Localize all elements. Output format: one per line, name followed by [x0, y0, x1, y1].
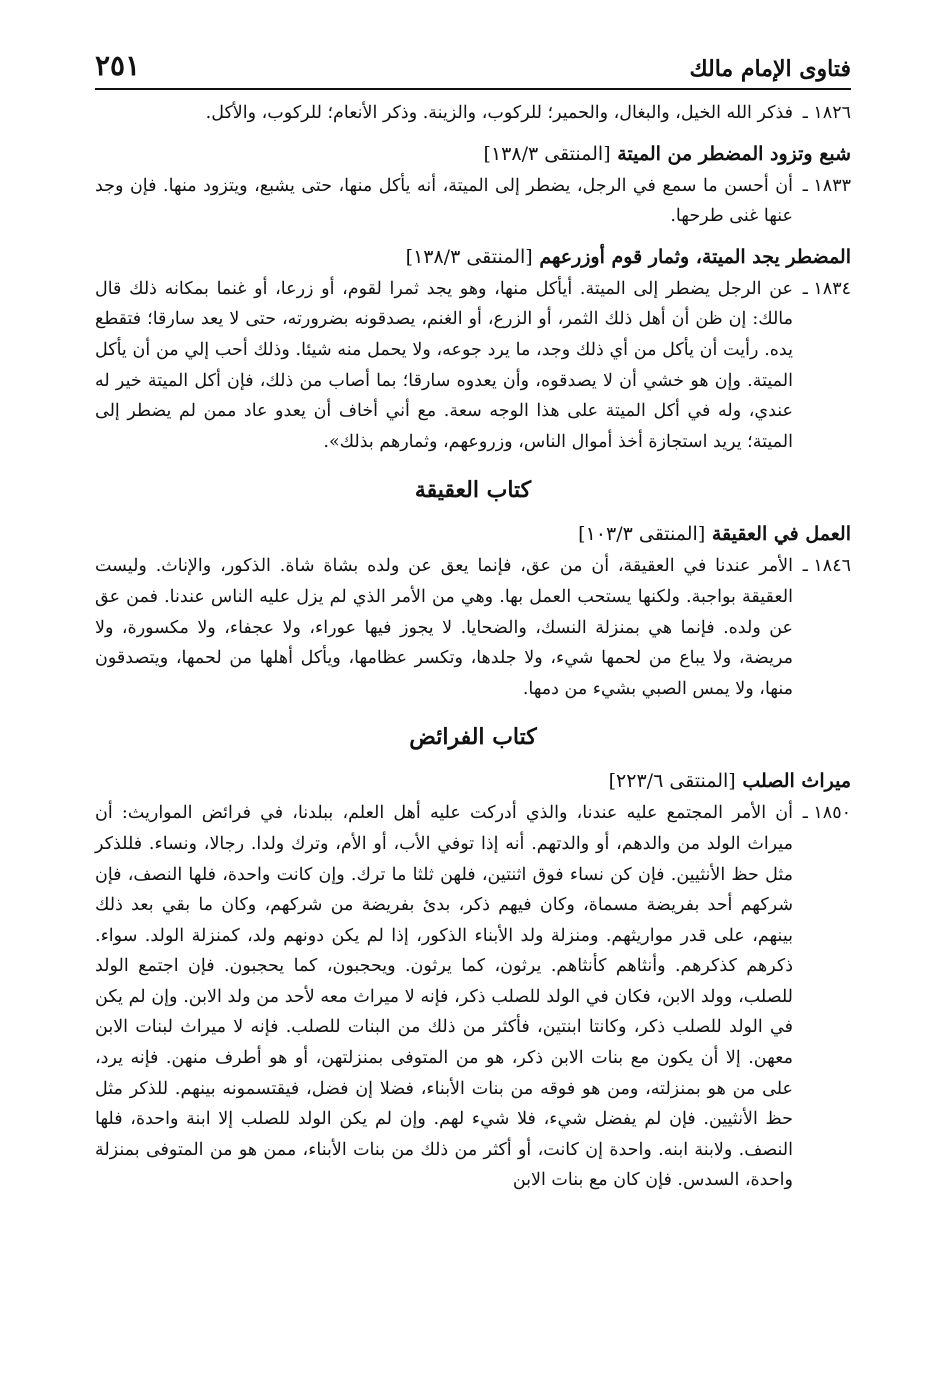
heading-title: شبع وتزود المضطر من الميتة	[617, 142, 851, 165]
heading-reference: [المنتقى ١٣٨/٣]	[405, 245, 533, 268]
paragraph-number: ١٨٣٣ ـ	[802, 175, 851, 196]
paragraph-number: ١٨٢٦ ـ	[802, 103, 851, 123]
heading-reference: [المنتقى ١٣٨/٣]	[483, 142, 611, 165]
running-title: فتاوى الإمام مالك	[689, 56, 851, 82]
paragraph-1834	[95, 274, 851, 458]
paragraph-1833	[95, 171, 851, 232]
section-heading-1834	[95, 242, 851, 272]
paragraph-number: ١٨٤٦ ـ	[802, 556, 851, 577]
section-heading-1846	[95, 519, 851, 549]
paragraph-text: الأمر عندنا في العقيقة، أن من عق، فإنما يعق عن ولده بشاة شاة. الذكور، والإناث. وليست العقيقة بواجبة. ولكنها يستحب العمل بها. وهي من الأمر الذي لم يزل عليه الناس عندنا. فمن عق عن ولده. فإنما هي بمنزلة النسك، والضحايا. لا يجوز فيها عوراء، ولا عجفاء، ولا مكسورة، ولا مريضة، ولا يباع من لحمها شيء، ولا جلدها، وتكسر عظامها، ويأكل أهلها من لحمها، ويتصدقون منها، ولا يمس الصبي بشيء من دمها.	[95, 556, 793, 699]
page-number: ٢٥١	[95, 49, 141, 82]
heading-reference: [المنتقى ٢٢٣/٦]	[608, 770, 736, 793]
paragraph-1826	[95, 98, 851, 129]
paragraph-text: عن الرجل يضطر إلى الميتة. أيأكل منها، وهو يجد ثمرا لقوم، أو زرعا، أو غنما بمكانه ذلك قال مالك: إن ظن أن أهل ذلك الثمر، أو الزرع، أو الغنم، يصدقونه بضرورته، حتى لا يعد سارقا؛ فتقطع يده. رأيت أن يأكل من أي ذلك وجد، ما يرد جوعه، ولا يحمل منه شيئا. وذلك أحب إلي من أن يأكل الميتة. وإن هو خشي أن لا يصدقوه، وأن يعدوه سارقا؛ بما أصاب من ذلك، فإن أكل الميتة خير له عندي، وله في أكل الميتة على هذا الوجه سعة. مع أني أخاف أن يعدو عاد ممن لم يضطر إلى الميتة؛ يريد استجازة أخذ أموال الناس، وزروعهم، وثمارهم بذلك».	[95, 278, 793, 452]
heading-title: العمل في العقيقة	[711, 523, 851, 546]
book-title-faraid: كتاب الفرائض	[409, 724, 537, 751]
heading-title: ميراث الصلب	[742, 770, 851, 793]
page-header	[95, 0, 851, 90]
paragraph-number: ١٨٣٤ ـ	[802, 278, 851, 299]
paragraph-1850	[95, 798, 851, 1196]
heading-reference: [المنتقى ١٠٣/٣]	[578, 523, 706, 546]
paragraph-text: أن الأمر المجتمع عليه عندنا، والذي أدركت عليه أهل العلم، ببلدنا، في فرائض المواريث: أن ميراث الولد من والدهم، أو والدتهم. أنه إذا توفي الأب، أو الأم، وترك ولدا. رجالا، ونساء. فللذكر مثل حظ الأنثيين. فإن كن نساء فوق اثنتين، فلهن ثلثا ما ترك. وإن كانت واحدة، فلها النصف، فإن شركهم أحد بفريضة مسماة، وكان فيهم ذكر، بدئ بفريضة من شركهم، وكان ما بقي بعد ذلك بينهم، على قدر مواريثهم. ومنزلة ولد الأبناء الذكور، إذا لم يكن دونهم ولد، كمنزلة الولد. سواء. ذكرهم كذكرهم. وأنثاهم كأنثاهم. يرثون، كما يرثون. ويحجبون، كما يحجبون. فإن اجتمع الولد للصلب، وولد الابن، فكان في الولد للصلب ذكر، فإنه لا ميراث معه لأحد من ولد الابن. وإن لم يكن في الولد للصلب ذكر، وكانتا ابنتين، فأكثر من ذلك من البنات للصلب. فإنه لا ميراث لبنات الابن معهن. إلا أن يكون مع بنات الابن ذكر، هو من المتوفى بمنزلتهن، أو هو أطرف منهن. فإنه يرد، على من هو بمنزلته، ومن هو فوقه من بنات الأبناء، فضلا إن فضل، فيقتسمونه بينهم. للذكر مثل حظ الأنثيين. فإن لم يفضل شيء، فلا شيء لهم. وإن لم يكن الولد للصلب إلا ابنة واحدة، فلها النصف. ولابنة ابنه. واحدة إن كانت، أو أكثر من ذلك من بنات الأبناء، ممن هو من المتوفى بمنزلة واحدة، السدس. فإن كان مع بنات الابن	[95, 803, 793, 1191]
book-title-aqiqa: كتاب العقيقة	[414, 477, 532, 504]
section-heading-1833	[95, 139, 851, 169]
paragraph-text: فذكر الله الخيل، والبغال، والحمير؛ للركوب، والزينة. وذكر الأنعام؛ للركوب، والأكل.	[205, 103, 793, 123]
heading-title: المضطر يجد الميتة، وثمار قوم أوزرعهم	[539, 245, 851, 268]
paragraph-text: أن أحسن ما سمع في الرجل، يضطر إلى الميتة، أنه يأكل منها، حتى يشبع، ويتزود منها. فإن وجد عنها غنى طرحها.	[95, 175, 793, 227]
paragraph-1846	[95, 551, 851, 704]
section-heading-1850	[95, 766, 851, 796]
page-content	[95, 90, 851, 1196]
paragraph-number: ١٨٥٠ ـ	[802, 803, 851, 824]
